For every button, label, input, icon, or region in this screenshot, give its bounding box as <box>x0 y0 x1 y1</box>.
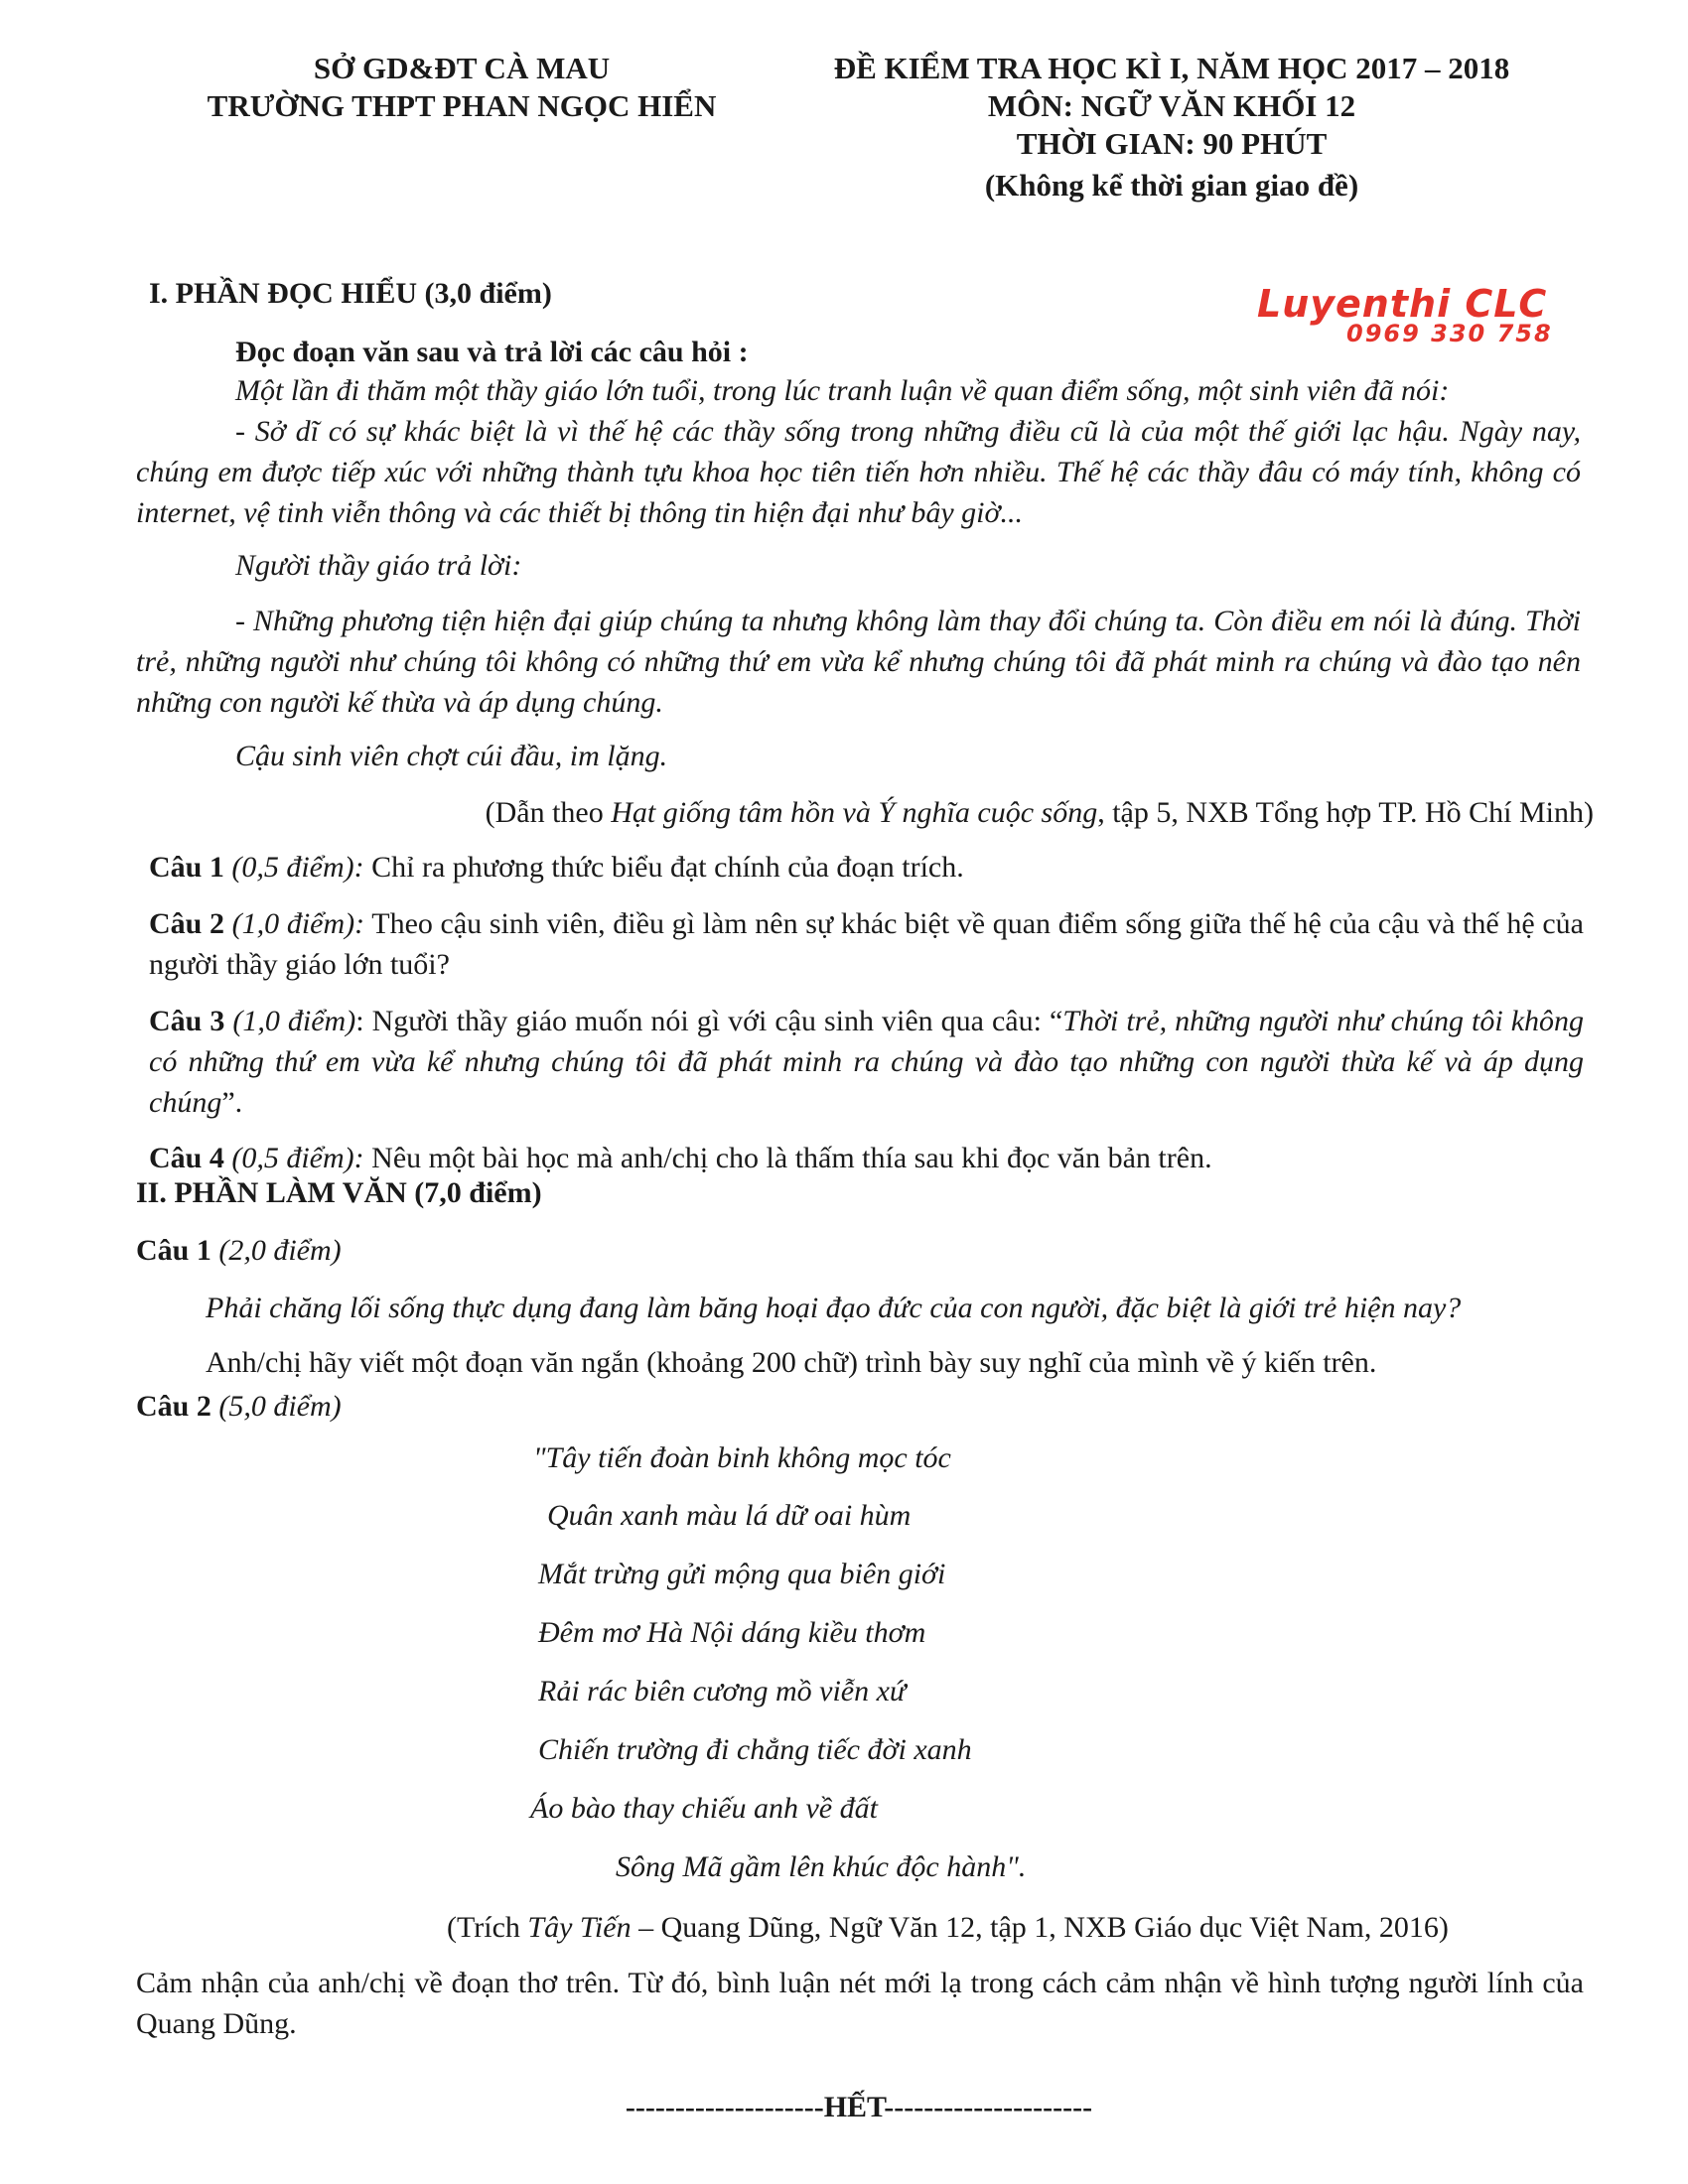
poem-source-suffix: – Quang Dũng, Ngữ Văn 12, tập 1, NXB Giáo dục Việt Nam, 2016) <box>631 1911 1449 1944</box>
end-mark: --------------------HẾT--------------------- <box>625 2091 1093 2123</box>
q4-label: Câu 4 <box>149 1142 224 1174</box>
c1-prompt: Phải chăng lối sống thực dụng đang làm băng hoại đạo đức của con người, đặc biệt là giới trẻ hiện nay? <box>206 1292 1462 1324</box>
c2-label: Câu 2 <box>136 1390 211 1423</box>
c1-label: Câu 1 <box>136 1234 211 1267</box>
poem-line-3: Mắt trừng gửi mộng qua biên giới <box>538 1558 946 1590</box>
poem-line-4: Đêm mơ Hà Nội dáng kiều thơm <box>538 1616 926 1649</box>
part1-instruction: Đọc đoạn văn sau và trả lời các câu hỏi : <box>235 336 749 368</box>
poem-source-prefix: (Trích <box>447 1911 528 1944</box>
passage-end: Cậu sinh viên chợt cúi đầu, im lặng. <box>235 740 668 772</box>
school-name: TRƯỜNG THPT PHAN NGỌC HIỂN <box>207 88 717 123</box>
part1-heading: I. PHẦN ĐỌC HIỂU (3,0 điểm) <box>149 277 552 310</box>
q2-points: (1,0 điểm): <box>224 907 365 940</box>
header-right <box>784 50 1559 205</box>
source-prefix: (Dẫn theo <box>485 796 612 829</box>
poem-line-1: "Tây tiến đoàn binh không mọc tóc <box>533 1441 951 1474</box>
question-2 <box>149 903 1584 985</box>
subject: MÔN: NGỮ VĂN KHỐI 12 <box>987 88 1356 123</box>
c2-points: (5,0 điểm) <box>211 1390 342 1423</box>
part2-heading: II. PHẦN LÀM VĂN (7,0 điểm) <box>136 1176 542 1209</box>
source-suffix: , tập 5, NXB Tổng hợp TP. Hồ Chí Minh) <box>1097 796 1594 829</box>
passage-source <box>357 792 1594 833</box>
poem-line-6: Chiến trường đi chẳng tiếc đời xanh <box>538 1733 972 1766</box>
duration-note: (Không kể thời gian giao đề) <box>984 168 1359 203</box>
q3-text: : Người thầy giáo muốn nói gì với cậu sinh viên qua câu: “ <box>355 1005 1063 1037</box>
q3-label: Câu 3 <box>149 1005 225 1037</box>
poem-source-title: Tây Tiến <box>527 1911 632 1944</box>
q2-label: Câu 2 <box>149 907 225 940</box>
question-1 <box>149 847 1584 887</box>
poem-source <box>447 1907 1449 1948</box>
essay-question-2 <box>136 1386 342 1427</box>
poem-line-8: Sông Mã gầm lên khúc độc hành". <box>616 1850 1027 1883</box>
poem-line-2: Quân xanh màu lá dữ oai hùm <box>547 1499 912 1532</box>
c1-points: (2,0 điểm) <box>211 1234 342 1267</box>
question-3 <box>149 1001 1584 1123</box>
passage-teacher-intro: Người thầy giáo trả lời: <box>235 549 522 582</box>
q3-points: (1,0 điểm) <box>224 1005 356 1037</box>
exam-title: ĐỀ KIỂM TRA HỌC KÌ I, NĂM HỌC 2017 – 2018 <box>833 51 1510 85</box>
q3-quote: Thời trẻ, những người như chúng tôi không có những thứ em vừa kể nhưng chúng tôi đã phát minh ra chúng và đào tạo những con người thừa kế và áp dụng chúng <box>149 1005 1585 1119</box>
passage-student: - Sở dĩ có sự khác biệt là vì thế hệ các thầy sống trong những điều cũ là của một thế giới lạc hậu. Ngày nay, chúng em được tiếp xúc với những thành tựu khoa học tiên tiến hơn nhiều. Thế hệ các thầy đâu có máy tính, không có internet, vệ tinh viễn thông và các thiết bị thông tin hiện đại như bây giờ... <box>136 415 1581 529</box>
duration: THỜI GIAN: 90 PHÚT <box>1016 126 1328 161</box>
source-title: Hạt giống tâm hồn và Ý nghĩa cuộc sống <box>611 796 1098 829</box>
q1-points: (0,5 điểm): <box>223 851 364 884</box>
poem-line-5: Rải rác biên cương mồ viễn xứ <box>538 1675 907 1707</box>
essay-question-1 <box>136 1230 342 1271</box>
c1-task: Anh/chị hãy viết một đoạn văn ngắn (khoảng 200 chữ) trình bày suy nghĩ của mình về ý kiến trên. <box>206 1346 1377 1379</box>
q1-label: Câu 1 <box>149 851 224 884</box>
q4-points: (0,5 điểm): <box>223 1142 364 1174</box>
department-name: SỞ GD&ĐT CÀ MAU <box>313 51 611 85</box>
q4-text: Nêu một bài học mà anh/chị cho là thấm thía sau khi đọc văn bản trên. <box>363 1142 1212 1174</box>
poem-line-7: Áo bào thay chiếu anh về đất <box>530 1792 878 1825</box>
passage-teacher: - Những phương tiện hiện đại giúp chúng ta nhưng không làm thay đổi chúng ta. Còn điều em nói là đúng. Thời trẻ, những người như chúng tôi không có những thứ em vừa kể nhưng chúng tôi đã phát minh ra chúng và đào tạo nên những con người kế thừa và áp dụng chúng. <box>136 605 1581 719</box>
c2-task: Cảm nhận của anh/chị về đoạn thơ trên. Từ đó, bình luận nét mới lạ trong cách cảm nhận về hình tượng người lính của Quang Dũng. <box>136 1967 1584 2040</box>
passage-intro: Một lần đi thăm một thầy giáo lớn tuổi, trong lúc tranh luận về quan điểm sống, một sinh viên đã nói: <box>235 374 1450 407</box>
q3-end: ”. <box>221 1086 243 1119</box>
q2-text: Theo cậu sinh viên, điều gì làm nên sự khác biệt về quan điểm sống giữa thế hệ của cậu và thế hệ của người thầy giáo lớn tuổi? <box>149 907 1584 981</box>
watermark-brand: Luyenthi CLC <box>1257 282 1548 326</box>
q1-text: Chỉ ra phương thức biểu đạt chính của đoạn trích. <box>363 851 964 884</box>
watermark-phone: 0969 330 758 <box>1346 320 1553 347</box>
header-left <box>149 50 774 125</box>
